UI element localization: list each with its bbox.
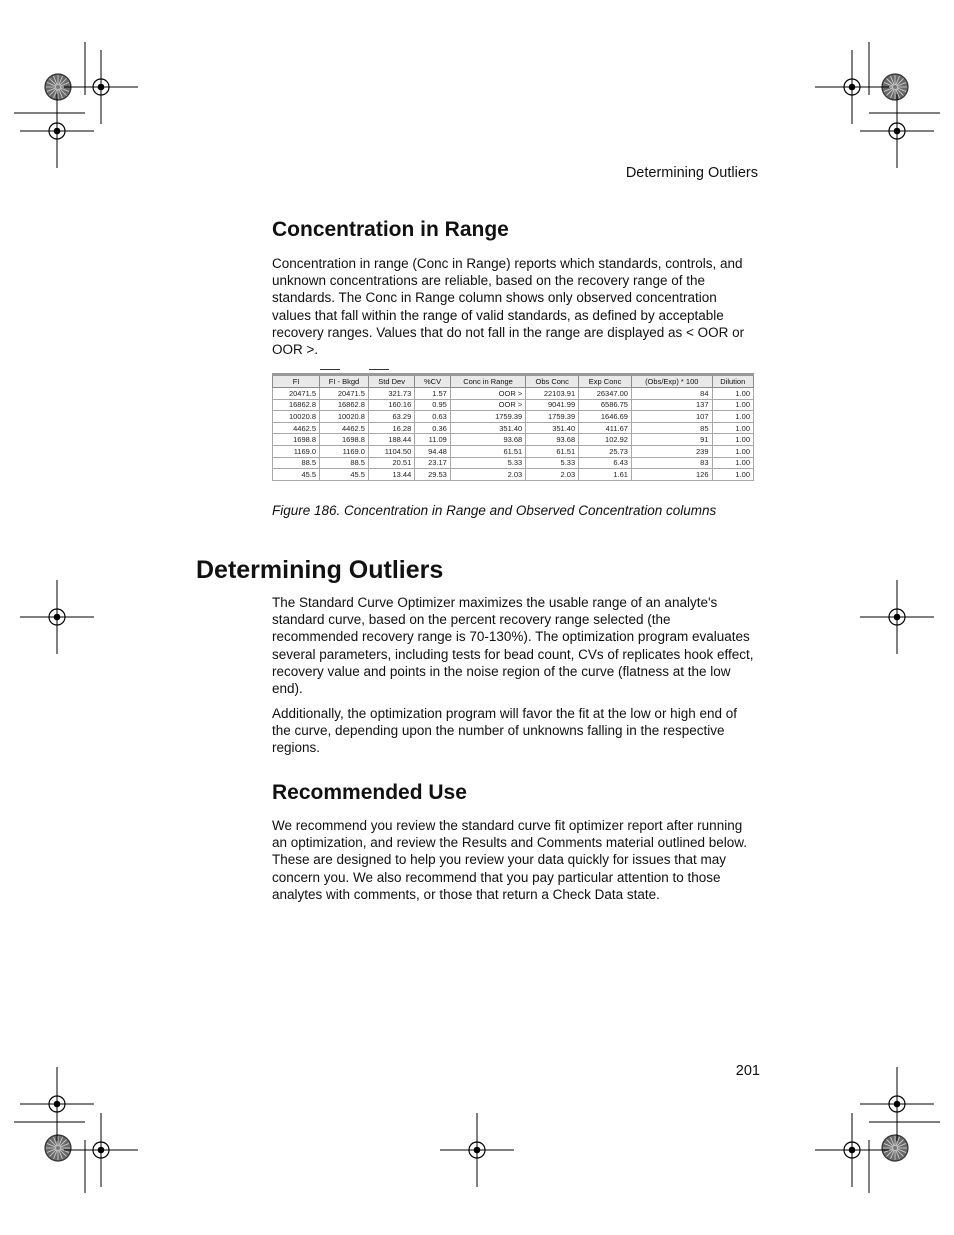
table-cell: 20471.5 [320,388,369,400]
concentration-paragraph: Concentration in range (Conc in Range) reports which standards, controls, and unknown concentrations are reliable, based on the recovery range of the standards. The Conc in Range column shows only observed concentration values that fall within the range of valid standards, as defined by acceptable recovery ranges. Values that do not fall in the range are displayed as < OOR or OOR >. [272,256,745,358]
table-cell: 0.36 [415,422,451,434]
table-cell: 63.29 [368,411,414,423]
outliers-paragraph-2: Additionally, the optimization program will favor the fit at the low or high end of the curve, depending upon the number of unknowns falling in the respective regions. [272,706,737,756]
table-cell: 20471.5 [273,388,320,400]
column-header: Std Dev [368,375,414,388]
table-row [273,445,754,457]
table-cell: 83 [631,457,712,469]
table-cell: 16862.8 [320,399,369,411]
table-cell: 61.51 [526,445,579,457]
column-header: (Obs/Exp) * 100 [631,375,712,388]
grid-header-row [273,375,754,388]
table-row [273,457,754,469]
table-cell: 1.00 [712,388,753,400]
table-cell: 239 [631,445,712,457]
column-header: Dilution [712,375,753,388]
table-cell: 45.5 [273,469,320,481]
table-cell: 88.5 [273,457,320,469]
table-cell: 16862.8 [273,399,320,411]
table-cell: 1.00 [712,434,753,446]
table-cell: 16.28 [368,422,414,434]
table-row [273,411,754,423]
starburst-mark [45,1135,71,1161]
table-cell: 11.09 [415,434,451,446]
page-number: 201 [735,1063,760,1079]
registration-mark [64,1113,138,1187]
table-cell: 1.57 [415,388,451,400]
table-cell: 107 [631,411,712,423]
table-cell: 6586.75 [579,399,632,411]
table-cell: 1104.50 [368,445,414,457]
table-cell: 321.73 [368,388,414,400]
table-cell: 137 [631,399,712,411]
registration-mark [20,1067,94,1141]
table-cell: 93.68 [526,434,579,446]
table-cell: 10020.8 [273,411,320,423]
table-cell: 1.00 [712,457,753,469]
section-heading-outliers: Determining Outliers [196,556,444,584]
table-cell: 1759.39 [526,411,579,423]
section-heading-concentration: Concentration in Range [272,218,509,241]
table-cell: 351.40 [450,422,525,434]
table-cell: 88.5 [320,457,369,469]
table-cell: 5.33 [450,457,525,469]
table-row [273,469,754,481]
table-cell: 85 [631,422,712,434]
registration-mark [440,1113,514,1187]
column-header: FI [273,375,320,388]
table-cell: 1646.69 [579,411,632,423]
table-cell: 61.51 [450,445,525,457]
table-cell: 160.16 [368,399,414,411]
table-cell: 13.44 [368,469,414,481]
registration-mark [860,94,934,168]
table-row [273,399,754,411]
table-cell: 1.00 [712,445,753,457]
table-cell: 1.61 [579,469,632,481]
registration-mark [815,1113,889,1187]
column-header: Conc in Range [450,375,525,388]
registration-mark [860,1067,934,1141]
table-cell: 93.68 [450,434,525,446]
figure-caption: Figure 186. Concentration in Range and Observed Concentration columns [272,503,717,518]
table-cell: 22103.91 [526,388,579,400]
registration-mark [20,94,94,168]
recommended-use-paragraph: We recommend you review the standard curve fit optimizer report after running an optimization, and review the Results and Comments material outlined below. These are designed to help you review your data quickly for issues that may concern you. We also recommend that you pay particular attention to those analytes with comments, or those that return a Check Data state. [272,818,747,902]
table-cell: 411.67 [579,422,632,434]
table-row [273,422,754,434]
table-cell: 102.92 [579,434,632,446]
table-cell: OOR > [450,399,525,411]
results-grid [272,373,754,481]
table-cell: 6.43 [579,457,632,469]
figure-table-screenshot [272,362,754,492]
table-cell: 1169.0 [320,445,369,457]
table-cell: 2.03 [526,469,579,481]
table-cell: 1169.0 [273,445,320,457]
column-header: Exp Conc [579,375,632,388]
table-cell: 9041.99 [526,399,579,411]
column-header: Obs Conc [526,375,579,388]
table-cell: 0.95 [415,399,451,411]
table-cell: 20.51 [368,457,414,469]
table-cell: 1.00 [712,411,753,423]
running-head: Determining Outliers [625,165,758,181]
table-cell: 1698.8 [320,434,369,446]
starburst-mark [882,1135,908,1161]
table-cell: 126 [631,469,712,481]
table-cell: 1.00 [712,469,753,481]
table-cell: 4462.5 [320,422,369,434]
registration-mark [860,580,934,654]
table-cell: 1.00 [712,399,753,411]
table-cell: 0.63 [415,411,451,423]
table-cell: 10020.8 [320,411,369,423]
column-header: %CV [415,375,451,388]
table-cell: 351.40 [526,422,579,434]
table-cell: 4462.5 [273,422,320,434]
table-cell: 94.48 [415,445,451,457]
table-cell: 1.00 [712,422,753,434]
table-cell: 1698.8 [273,434,320,446]
section-heading-recommended-use: Recommended Use [272,781,467,804]
table-cell: OOR > [450,388,525,400]
table-row [273,388,754,400]
table-cell: 26347.00 [579,388,632,400]
column-header: FI - Bkgd [320,375,369,388]
table-cell: 2.03 [450,469,525,481]
table-cell: 5.33 [526,457,579,469]
registration-mark [20,580,94,654]
table-cell: 188.44 [368,434,414,446]
table-cell: 45.5 [320,469,369,481]
table-row [273,434,754,446]
table-cell: 1759.39 [450,411,525,423]
outliers-paragraph-1: The Standard Curve Optimizer maximizes the usable range of an analyte's standard curve, based on the percent recovery range selected (the recommended recovery range is 70-130%). The optimization program evaluates several parameters, including tests for bead count, CVs of replicates hook effect, recovery value and points in the noise region of the curve (flatness at the low end). [272,595,754,697]
table-cell: 91 [631,434,712,446]
table-cell: 25.73 [579,445,632,457]
table-cell: 29.53 [415,469,451,481]
table-cell: 23.17 [415,457,451,469]
table-cell: 84 [631,388,712,400]
